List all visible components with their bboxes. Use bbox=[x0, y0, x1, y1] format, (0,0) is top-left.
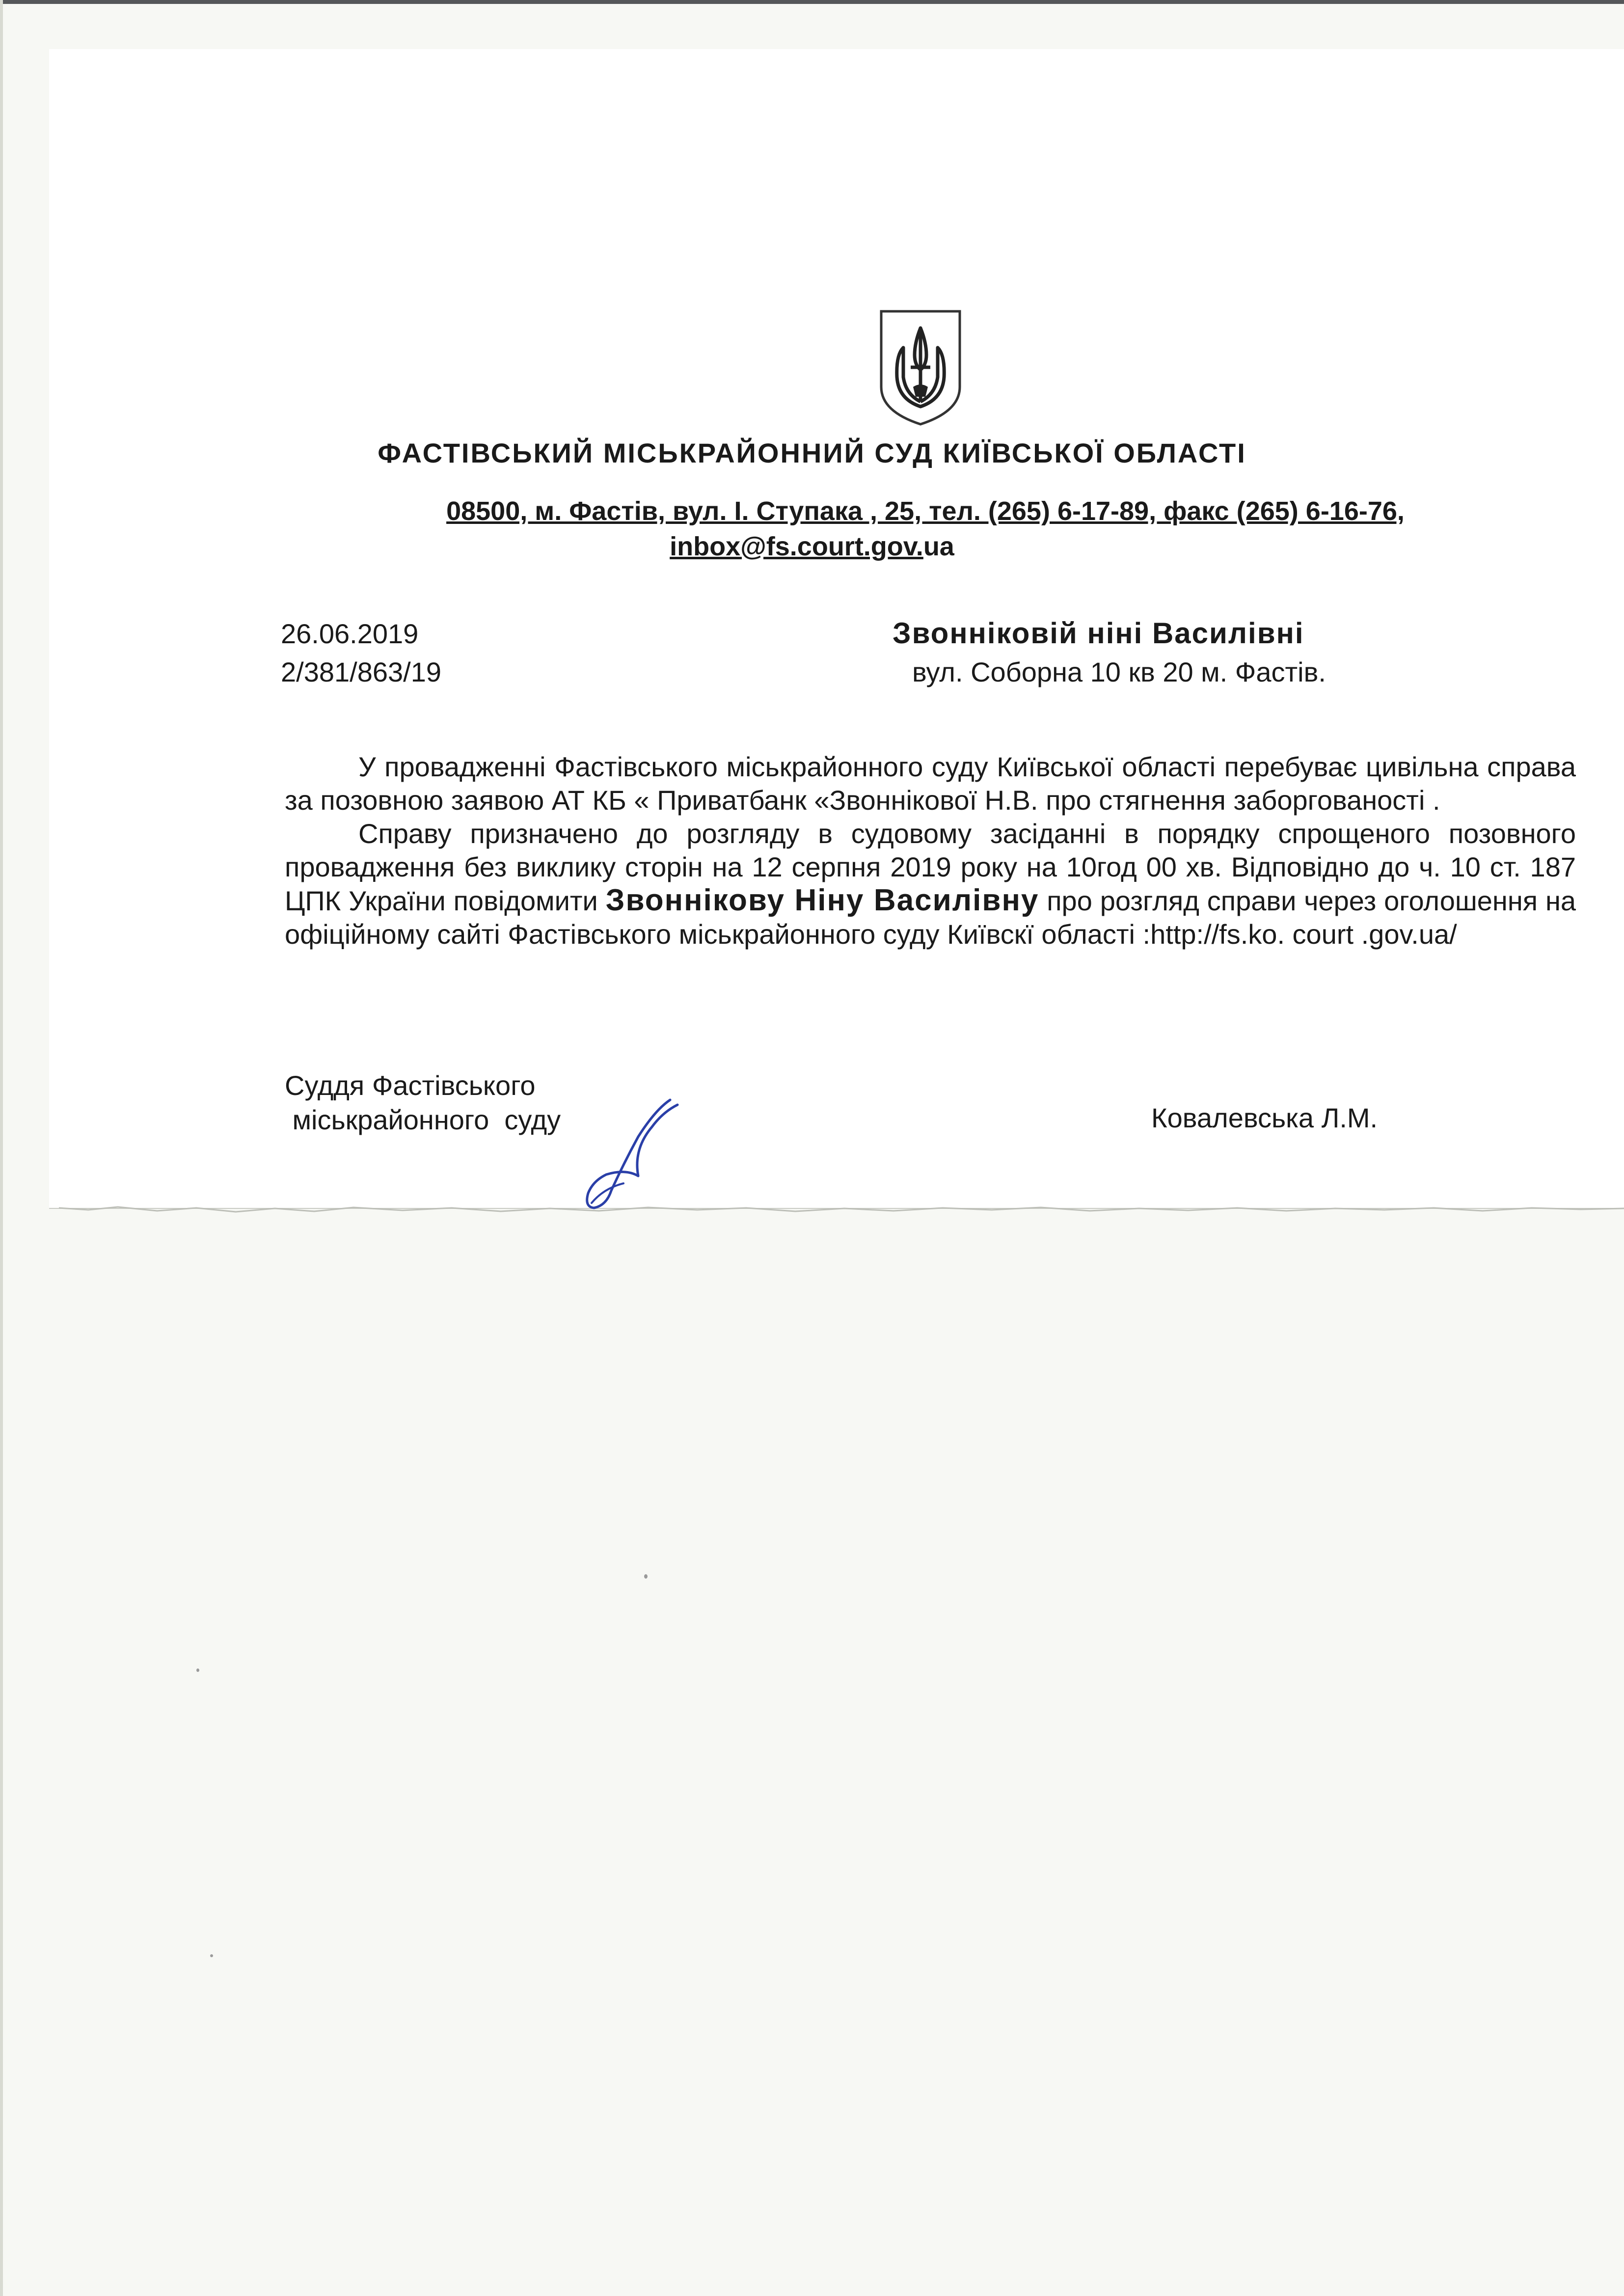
letter-date: 26.06.2019 bbox=[281, 618, 419, 649]
signature-title-line-1: Суддя Фастівського bbox=[285, 1070, 536, 1101]
judge-name: Ковалевська Л.М. bbox=[1151, 1102, 1378, 1133]
court-title: ФАСТІВСЬКИЙ МІСЬКРАЙОННИЙ СУД КИЇВСЬКОЇ ОБЛАСТІ bbox=[378, 437, 1246, 468]
scan-speck bbox=[210, 1954, 213, 1957]
body-p2-part-a: Справу призначено до розгляду в судовому засіданні в порядку спрощеного позовного провадження без виклику сторін на 12 серпня 2019 року на 10год 00 хв. Відповідно до ч. 10 ст. 187 ЦПК України повідомити bbox=[285, 818, 1576, 916]
body-paragraph-2 bbox=[285, 817, 1576, 951]
recipient-address: вул. Соборна 10 кв 20 м. Фастів. bbox=[912, 656, 1326, 687]
coat-of-arms-emblem bbox=[876, 308, 965, 426]
letter-number: 2/381/863/19 bbox=[281, 656, 441, 687]
torn-paper-edge bbox=[59, 1193, 1624, 1223]
court-email-link[interactable]: inbox@fs.court.gov. bbox=[670, 532, 923, 561]
scan-top-edge bbox=[0, 0, 1624, 4]
court-address: 08500, м. Фастів, вул. І. Ступака , 25, тел. (265) 6-17-89, факс (265) 6-16-76, bbox=[446, 496, 1405, 526]
scan-left-edge bbox=[0, 0, 3, 2296]
signature-title-line-2: міськрайонного суду bbox=[285, 1104, 561, 1135]
handwritten-signature bbox=[565, 1090, 692, 1218]
letter-body bbox=[285, 750, 1576, 951]
scan-speck bbox=[196, 1668, 199, 1672]
body-p2-part-b: про розгляд справи через оголошення на офіційному сайті Фастівського міськрайонного суду Київскї області :http://fs.ko. court .gov.ua/ bbox=[285, 885, 1576, 950]
court-email-tail: ua bbox=[923, 532, 954, 561]
court-email bbox=[0, 531, 1624, 562]
body-p2-name: Звоннікову Ніну Василівну bbox=[605, 883, 1039, 917]
signature-title bbox=[285, 1068, 561, 1137]
scan-speck bbox=[644, 1574, 648, 1579]
body-paragraph-1: У провадженні Фастівського міськрайонного суду Київської області перебуває цивільна справа за позовною заявою АТ КБ « Приватбанк «Звоннікової Н.В. про стягнення заборгованості . bbox=[285, 751, 1576, 816]
recipient-name: Звонніковій ніні Василівні bbox=[893, 617, 1304, 650]
